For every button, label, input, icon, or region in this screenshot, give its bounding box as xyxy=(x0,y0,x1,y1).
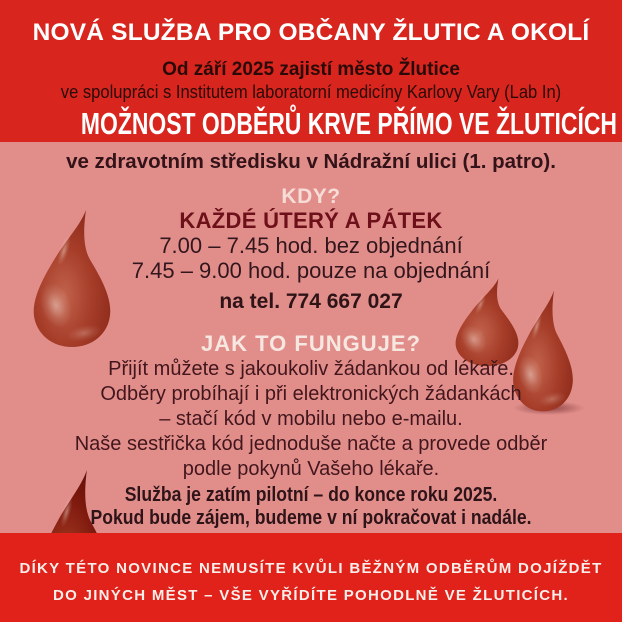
header-subtitle-2: ve spolupráci s Institutem laboratorní medicíny Karlovy Vary (Lab In) xyxy=(60,82,562,102)
how-line: podle pokynů Vašeho lékaře. xyxy=(182,458,440,480)
how-line: Naše sestřička kód jednoduše načte a provede odběr xyxy=(74,433,548,455)
how-line: Přijít můžete s jakoukoliv žádankou od lékaře. xyxy=(108,358,514,380)
poster-title: NOVÁ SLUŽBA PRO OBČANY ŽLUTIC A OKOLÍ xyxy=(32,19,590,46)
booked-hours-line: 7.45 – 9.00 hod. pouze na objednání xyxy=(131,258,491,283)
pilot-note-line: Služba je zatím pilotní – do konce roku 2025. xyxy=(124,484,498,506)
footer-line-2: DO JINÝCH MĚST – VŠE VYŘÍDÍTE POHODLNĚ VE ŽLUTICÍCH. xyxy=(53,587,569,604)
header-subtitle-1: Od září 2025 zajistí město Žlutice xyxy=(162,59,460,80)
how-line: – stačí kód v mobilu nebo e-mailu. xyxy=(159,408,463,430)
how-line: Odběry probíhají i při elektronických žádankách xyxy=(100,383,522,405)
header-banner: MOŽNOST ODBĚRŮ KRVE PŘÍMO VE ŽLUTICÍCH xyxy=(80,106,618,141)
when-heading: KDY? xyxy=(281,185,341,208)
how-heading: JAK TO FUNGUJE? xyxy=(201,331,421,356)
walkin-hours-line: 7.00 – 7.45 hod. bez objednání xyxy=(159,233,463,258)
footer-band xyxy=(0,533,622,622)
header-band xyxy=(0,0,622,142)
location-line: ve zdravotním středisku v Nádražní ulici (1. patro). xyxy=(66,150,556,173)
footer-line-1: DÍKY TÉTO NOVINCE NEMUSÍTE KVŮLI BĚŽNÝM ODBĚRŮM DOJÍŽDĚT xyxy=(19,560,603,577)
pilot-note-line: Pokud bude zájem, budeme v ní pokračovat i nadále. xyxy=(90,507,532,529)
when-days-line: KAŽDÉ ÚTERÝ A PÁTEK xyxy=(179,208,443,233)
phone-line: na tel. 774 667 027 xyxy=(219,290,403,313)
body-band xyxy=(0,142,622,533)
